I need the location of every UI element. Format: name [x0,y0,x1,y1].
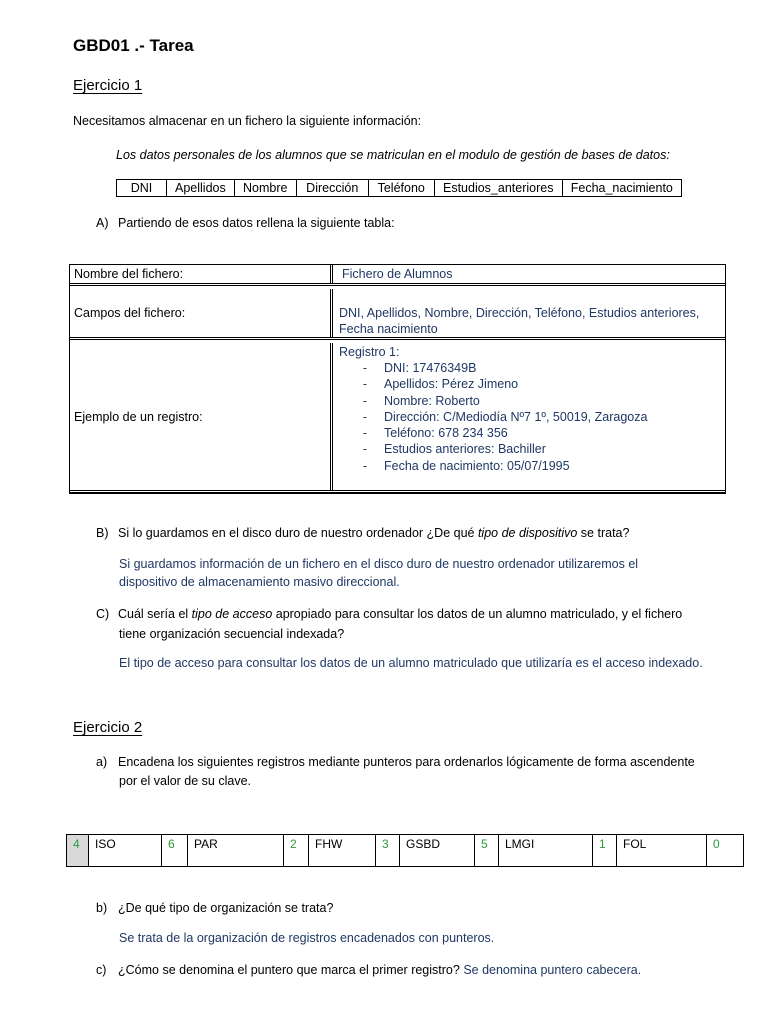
fields-table [116,179,682,197]
row-label: Nombre del fichero: [70,265,333,283]
table-row [70,289,725,340]
list-item: - Teléfono: 678 234 356 [362,426,508,441]
question-c2-text: ¿Cómo se denomina el puntero que marca el primer registro? Se denomina puntero cabecera. [118,963,642,977]
key-cell: PAR [188,835,284,867]
answer-c: El tipo de acceso para consultar los datos de un alumno matriculado que utilizaría es el acceso indexado. [119,656,703,670]
key-cell: FHW [309,835,376,867]
question-a2-text: Encadena los siguientes registros mediante punteros para ordenarlos lógicamente de forma ascendente [118,755,695,769]
question-c-line2: tiene organización secuencial indexada? [119,627,345,641]
field-cell: DNI [117,180,167,197]
row-label: Campos del fichero: [70,289,333,337]
answer-b-line1: Si guardamos información de un fichero en el disco duro de nuestro ordenador utilizaremos el [119,557,639,571]
key-cell: GSBD [400,835,475,867]
key-cell: LMGI [499,835,593,867]
row-value: Fichero de Alumnos [342,267,453,281]
list-item: - Estudios anteriores: Bachiller [362,442,546,457]
answer-b-line2: dispositivo de almacenamiento masivo direccional. [119,575,400,589]
list-item: - Dirección: C/Mediodía Nº7 1º, 50019, Zaragoza [362,409,648,424]
file-table [69,264,726,494]
pointer-cell: 0 [707,835,744,867]
question-a [96,215,395,231]
ejercicio-2-heading: Ejercicio 2 [73,719,143,736]
pointer-cell: 1 [593,835,617,867]
key-cell: FOL [617,835,707,867]
list-item: - Fecha de nacimiento: 05/07/1995 [362,458,570,473]
ej1-description: Los datos personales de los alumnos que se matriculan en el modulo de gestión de bases de datos: [116,148,670,162]
ej1-intro: Necesitamos almacenar en un fichero la siguiente información: [73,114,422,128]
question-a-label: A) [96,216,109,230]
row-label: Ejemplo de un registro: [70,343,333,490]
question-b2: b) ¿De qué tipo de organización se trata? [96,901,334,915]
question-b2-text: ¿De qué tipo de organización se trata? [118,901,334,915]
chain-table [66,834,744,867]
ejercicio-1-heading: Ejercicio 1 [73,77,143,94]
table-row [70,343,725,493]
row-value: DNI, Apellidos, Nombre, Dirección, Teléfono, Estudios anteriores, Fecha nacimiento [339,306,700,336]
question-a-text: Partiendo de esos datos rellena la siguiente tabla: [118,216,395,230]
list-item: - Nombre: Roberto [362,393,480,408]
pointer-cell: 5 [475,835,499,867]
pointer-cell: 3 [376,835,400,867]
question-c: C) Cuál sería el tipo de acceso apropiado para consultar los datos de un alumno matriculado, y el fichero [96,607,683,621]
question-b-text: Si lo guardamos en el disco duro de nuestro ordenador ¿De qué tipo de dispositivo se trata? [118,526,630,540]
list-item: - DNI: 17476349B [362,361,477,375]
field-cell: Fecha_nacimiento [562,180,681,197]
field-cell: Apellidos [167,180,235,197]
record-list [339,360,725,474]
field-cell: Nombre [234,180,296,197]
list-item: - Apellidos: Pérez Jimeno [362,377,519,392]
pointer-cell: 6 [162,835,188,867]
question-c-text: Cuál sería el tipo de acceso apropiado para consultar los datos de un alumno matriculado, y el fichero [118,607,683,621]
field-cell: Estudios_anteriores [434,180,562,197]
table-row [70,265,725,286]
record-heading: Registro 1: [339,345,400,359]
question-c2: c) ¿Cómo se denomina el puntero que marca el primer registro? Se denomina puntero cabecera. [96,963,642,977]
question-a2-line2: por el valor de su clave. [119,774,252,788]
key-cell: ISO [89,835,162,867]
field-cell: Teléfono [368,180,434,197]
row-value [336,343,725,490]
question-a2: a) Encadena los siguientes registros mediante punteros para ordenarlos lógicamente de forma ascendente [96,755,695,769]
document-title: GBD01 .- Tarea [73,36,194,55]
answer-c2: Se denomina puntero cabecera. [463,963,642,977]
question-b: B) Si lo guardamos en el disco duro de nuestro ordenador ¿De qué tipo de dispositivo se trata? [96,526,630,540]
table-row [67,835,744,867]
field-cell: Dirección [296,180,368,197]
pointer-cell: 2 [284,835,309,867]
pointer-cell: 4 [67,835,89,867]
answer-b2: Se trata de la organización de registros encadenados con punteros. [119,931,495,945]
